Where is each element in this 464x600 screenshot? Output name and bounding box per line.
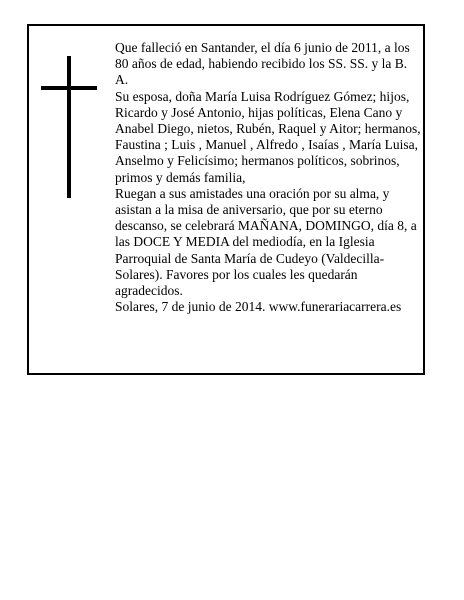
obituary-notice-frame [27,24,425,375]
mass-invitation: Ruegan a sus amistades una oración por su alma, y asistan a la misa de aniversario, que por su eterno descanso, se celebrará MAÑANA, DOMINGO, día 8, a las DOCE Y MEDIA del mediodía, en la Iglesia Parroquial de Santa María de Cudeyo (Valdecilla-Solares). Favores por los cuales les quedarán agradecidos. [115,185,417,299]
family-list: Su esposa, doña María Luisa Rodríguez Gómez; hijos, Ricardo y José Antonio, hijas políticas, Elena Cano y Anabel Diego, nietos, Rubén, Raquel y Aitor; hermanos, Faustina ; Luis , Manuel , Alfredo , Isaías , María Luisa, Anselmo y Felicísimo; hermanos políticos, sobrinos, primos y demás familia, [115,88,421,185]
cross-horizontal-bar [41,86,97,90]
death-announcement: Que falleció en Santander, el día 6 junio de 2011, a los 80 años de edad, habiendo recibido los SS. SS. y la B. A. [115,40,410,88]
obituary-text [115,40,421,315]
place-date-footer: Solares, 7 de junio de 2014. www.funerariacarrera.es [115,299,402,315]
cross-icon [41,56,97,198]
cross-vertical-bar [67,56,71,198]
